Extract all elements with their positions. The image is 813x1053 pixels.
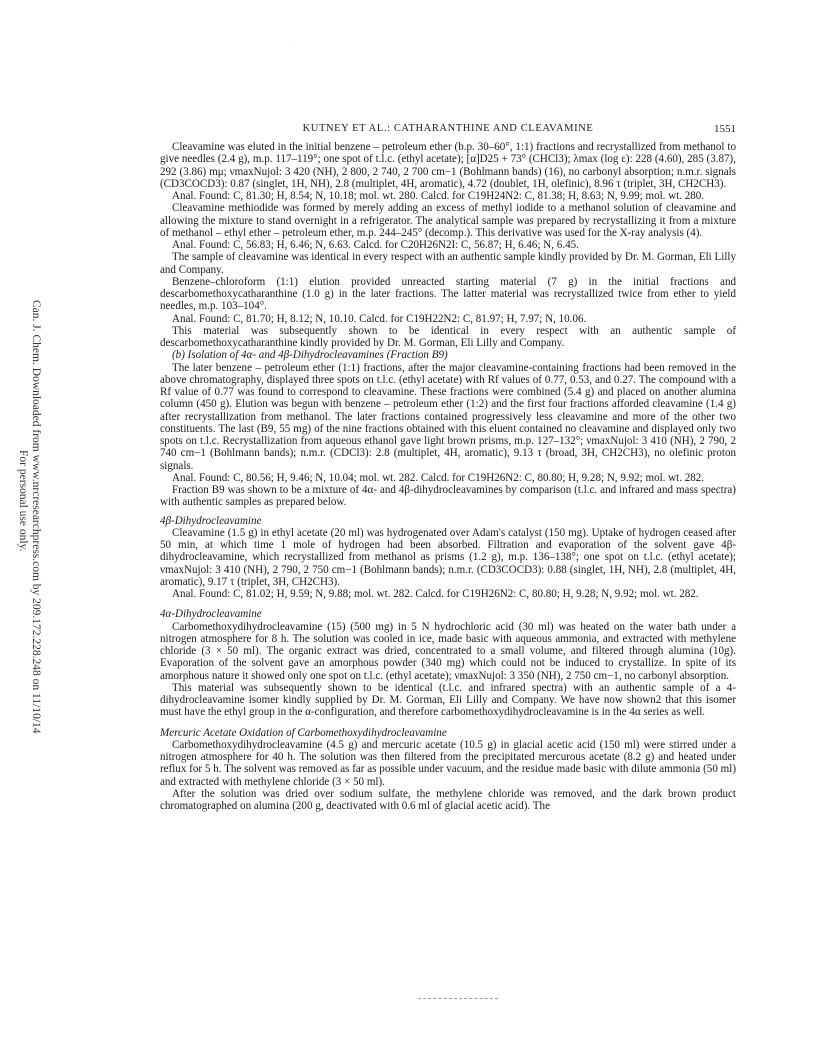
- article-body: [160, 141, 736, 812]
- paragraph: Anal. Found: C, 81.02; H, 9.59; N, 9.88; mol. wt. 282. Calcd. for C19H26N2: C, 80.80; H, 9.28; N, 9.92; mol. wt. 282.: [172, 588, 699, 600]
- section-heading: 4β-Dihydrocleavamine: [160, 514, 262, 527]
- paragraph: Anal. Found: C, 81.30; H, 8.54; N, 10.18; mol. wt. 280. Calcd. for C19H24N2: C, 81.38; H, 8.63; N, 9.99; mol. wt. 280.: [172, 190, 705, 202]
- page-number: 1551: [714, 123, 736, 135]
- paragraph: Carbomethoxydihydrocleavamine (15) (500 mg) in 5 N hydrochloric acid (30 ml) was heated on the water bath under a nitrogen atmosphere for 8 h. The solution was cooled in ice, made basic with aqueous ammonia, and extracted with methylene chloride (3 × 50 ml). The organic extract was dried, concentrated to a small volume, and filtered through alumina (10g). Evaporation of the solvent gave an amorphous powder (340 mg) which could not be induced to crystallize. In spite of its amorphous nature it showed only one spot on t.l.c. (ethyl acetate); νmaxNujol: 3 350 (NH), 2 750 cm−1, no carbonyl absorption.: [160, 620, 736, 682]
- footer-rule: [418, 998, 498, 999]
- paragraph: Anal. Found: C, 81.70; H, 8.12; N, 10.10. Calcd. for C19H22N2: C, 81.97; H, 7.97; N, 10.06.: [172, 312, 587, 325]
- subsection-heading: (b) Isolation of 4α- and 4β-Dihydrocleavamines (Fraction B9): [172, 349, 448, 362]
- paragraph: The later benzene – petroleum ether (1:1) fractions, after the major cleavamine-containing fractions had been removed in the above chromatography, displayed three spots on t.l.c. (ethyl acetate) with Rf values of 0.77, 0.53, and 0.27. The compound with a Rf value of 0.77 was found to correspond to cleavamine. These fractions were combined (5.4 g) and placed on another alumina column (450 g). Elution was begun with benzene – petroleum ether (1:2) and the first four fractions afforded cleavamine (1.4 g) after recrystallization from methanol. The later fractions contained progressively less cleavamine and more of the other two constituents. The last (B9, 55 mg) of the nine fractions obtained with this eluent contained no cleavamine and displayed only two spots on t.l.c. Recrystallization from aqueous ethanol gave light brown prisms, m.p. 127–132°; νmaxNujol: 3 410 (NH), 2 790, 2 740 cm−1 (Bohlmann bands); n.m.r. (CDCl3): 2.8 (multiplet, 4H, aromatic), 9.13 τ (broad, 3H, CH2CH3), no olefinic proton signals.: [160, 361, 736, 472]
- running-header: [160, 123, 736, 137]
- paragraph: This material was subsequently shown to be identical (t.l.c. and infrared spectra) with an authentic sample of a 4-dihydrocleavamine isomer kindly supplied by Dr. M. Gorman, Eli Lilly and Company. We have now shown2 that this isomer must have the ethyl group in the α-configuration, and therefore carbomethoxydihydrocleavamine is in the 4α series as well.: [160, 681, 736, 719]
- paragraph: Cleavamine methiodide was formed by merely adding an excess of methyl iodide to a methanol solution of cleavamine and allowing the mixture to stand overnight in a refrigerator. The analytical sample was prepared by recrystallizing it from a mixture of methanol – ethyl ether – petroleum ether, m.p. 244–245° (decomp.). This derivative was used for the X-ray analysis (4).: [160, 202, 736, 239]
- paragraph: Anal. Found: C, 56.83; H, 6.46; N, 6.63. Calcd. for C20H26N2I: C, 56.87; H, 6.46; N, 6.45.: [172, 239, 579, 251]
- paragraph: Cleavamine (1.5 g) in ethyl acetate (20 ml) was hydrogenated over Adam's catalyst (150 mg). Uptake of hydrogen ceased after 50 min, at which time 1 mole of hydrogen had been absorbed. Filtration and evaporation of the solvent gave 4β-dihydrocleavamine, which recrystallized from methanol as prisms (1.2 g), m.p. 136–138°; one spot on t.l.c. (ethyl acetate); νmaxNujol: 3 410 (NH), 2 790, 2 750 cm−1 (Bohlmann bands); n.m.r. (CD3COCD3): 0.88 (singlet, 1H, NH), 2.8 (multiplet, 4H, aromatic), 9.17 τ (triplet, 3H, CH2CH3).: [160, 526, 736, 588]
- paragraph: After the solution was dried over sodium sulfate, the methylene chloride was removed, and the dark brown product chromatographed on alumina (200 g, deactivated with 0.6 ml of glacial acetic acid). The: [160, 787, 736, 812]
- watermark-line-2: For personal use only.: [17, 450, 29, 552]
- section-heading: Mercuric Acetate Oxidation of Carbomethoxydihydrocleavamine: [160, 726, 447, 739]
- paragraph: Cleavamine was eluted in the initial benzene – petroleum ether (b.p. 30–60°, 1:1) fractions and recrystallized from methanol to give needles (2.4 g), m.p. 117–119°; one spot of t.l.c. (ethyl acetate); [α]D25 + 73° (CHCl3); λmax (log ε): 228 (4.60), 285 (3.87), 292 (3.86) mμ; νmaxNujol: 3 420 (NH), 2 800, 2 740, 2 700 cm−1 (Bohlmann bands) (16), no carbonyl absorption; n.m.r. signals (CD3COCD3): 0.87 (singlet, 1H, NH), 2.8 (multiplet, 4H, aromatic), 4.72 (doublet, 1H, olefinic), 8.96 τ (triplet, 3H, CH2CH3).: [160, 141, 736, 190]
- paragraph: Carbomethoxydihydrocleavamine (4.5 g) and mercuric acetate (10.5 g) in glacial acetic acid (150 ml) were stirred under a nitrogen atmosphere for 40 h. The solution was then filtered from the precipitated mercurous acetate (8.2 g) and heated under reflux for 5 h. The solvent was removed as far as possible under vacuum, and the residue made basic with dilute ammonia (50 ml) and extracted with methylene chloride (3 × 50 ml).: [160, 738, 736, 788]
- running-title: KUTNEY ET AL.: CATHARANTHINE AND CLEAVAMINE: [302, 123, 594, 134]
- paragraph: The sample of cleavamine was identical in every respect with an authentic sample kindly provided by Dr. M. Gorman, Eli Lilly and Company.: [160, 251, 736, 276]
- paragraph: Fraction B9 was shown to be a mixture of 4α- and 4β-dihydrocleavamines by comparison (t.l.c. and infrared and mass spectra) with authentic samples as prepared below.: [160, 484, 736, 509]
- watermark-line-1: Can. J. Chem. Downloaded from www.nrcresearchpress.com by 209.172.228.248 on 11/10/14: [30, 300, 42, 734]
- section-heading: 4α-Dihydrocleavamine: [160, 608, 262, 621]
- download-watermark: [2, 300, 42, 770]
- paragraph: This material was subsequently shown to be identical in every respect with an authentic sample of descarbomethoxycatharanthine kindly provided by Dr. M. Gorman, Eli Lilly and Company.: [160, 324, 736, 349]
- paragraph: Benzene–chloroform (1:1) elution provided unreacted starting material (7 g) in the initial fractions and descarbomethoxycatharanthine (1.0 g) in the later fractions. The latter material was recrystallized twice from ether to yield needles, m.p. 103–104°.: [160, 275, 736, 313]
- paragraph: Anal. Found: C, 80.56; H, 9.46; N, 10.04; mol. wt. 282. Calcd. for C19H26N2: C, 80.80; H, 9.28; N, 9.92; mol. wt. 282.: [172, 471, 705, 484]
- scan-speck: ·: [292, 42, 295, 51]
